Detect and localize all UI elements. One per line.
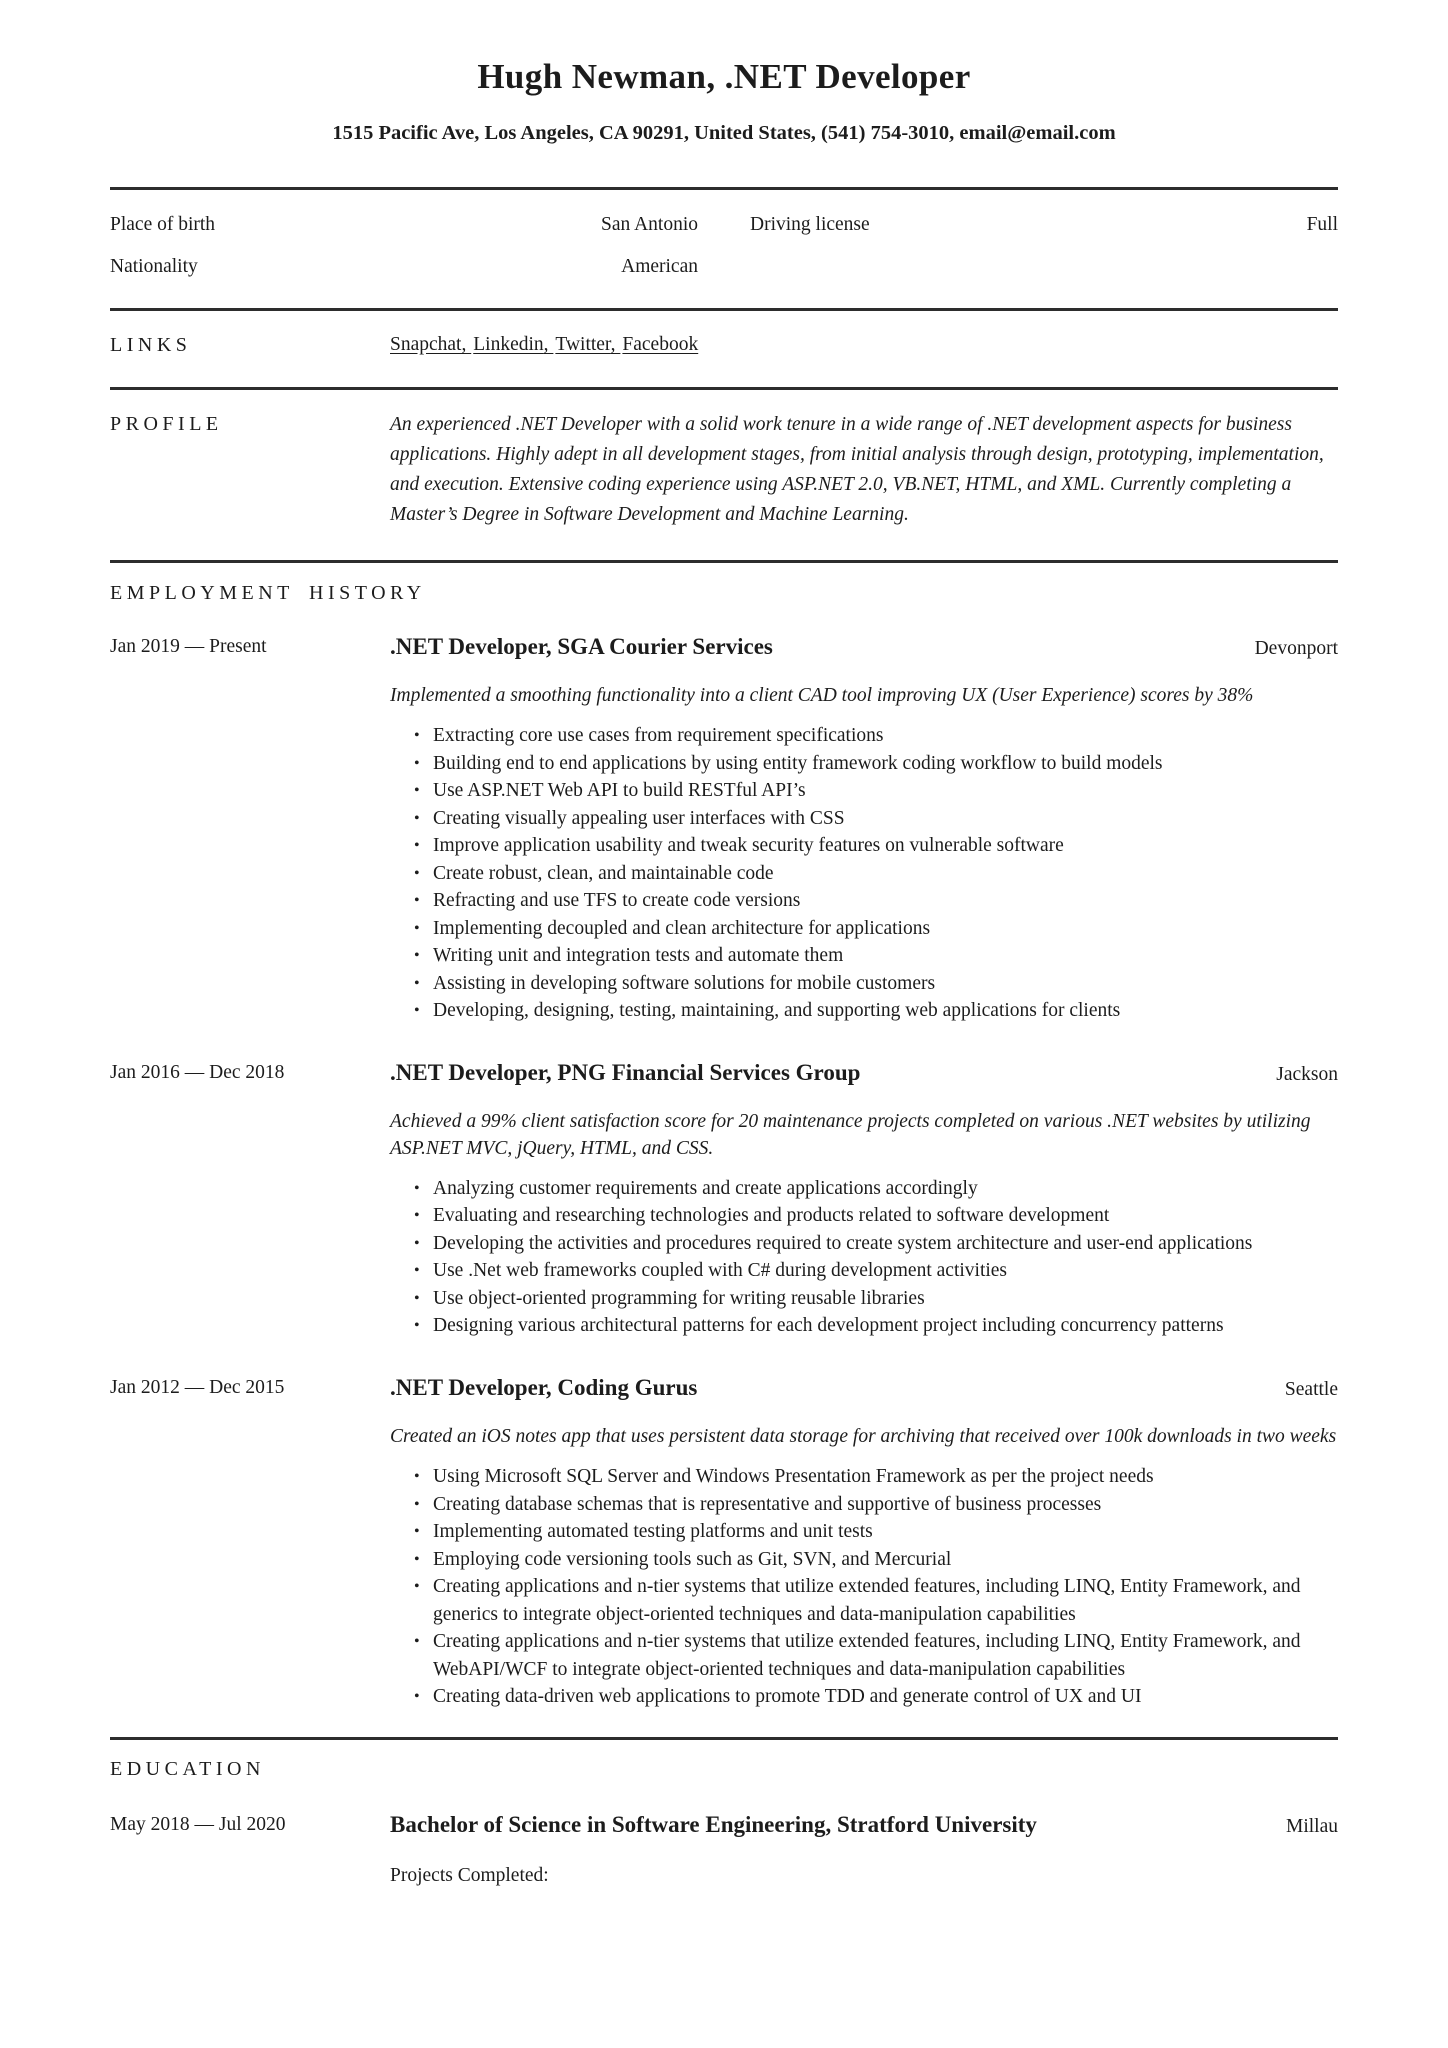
job-header [110,1374,1338,1403]
bullet-item: • Employing code versioning tools such as Git, SVN, and Mercurial [390,1546,1338,1574]
bullet-item: • Developing the activities and procedures required to create system architecture and user-end applications [390,1230,1338,1258]
driving-license-label: Driving license [750,214,870,236]
job-content [390,1403,1338,1711]
job-summary: Achieved a 99% client satisfaction score for 20 maintenance projects completed on various .NET websites by utilizing ASP.NET MVC, jQuery, HTML, and CSS. [390,1110,1311,1159]
job-body [110,1403,1338,1711]
education-title-row [390,1811,1338,1840]
job-dates: Jan 2012 — Dec 2015 [110,1376,285,1398]
bullet-item: • Creating visually appealing user interfaces with CSS [390,805,1338,833]
job-location: Jackson [1276,1063,1338,1085]
job-content [390,662,1338,1025]
personal-details-section [110,190,1338,308]
place-of-birth-value: San Antonio [601,214,698,236]
bullet-item: • Improve application usability and tweak security features on vulnerable software [390,832,1338,860]
job-title-row [390,1374,1338,1403]
job-title: .NET Developer, SGA Courier Services [390,633,773,659]
profile-section-label: PROFILE [110,412,223,435]
bullet-item: • Refracting and use TFS to create code versions [390,887,1338,915]
job-summary: Implemented a smoothing functionality into a client CAD tool improving UX (User Experience) scores by 38% [390,685,1254,707]
page-title: Hugh Newman, .NET Developer [477,57,971,96]
education-body [110,1840,1338,1889]
job-title: .NET Developer, Coding Gurus [390,1374,698,1400]
bullet-item: • Creating data-driven web applications to promote TDD and generate control of UX and UI [390,1683,1338,1711]
job-dates: Jan 2019 — Present [110,635,267,657]
job-entry [110,1374,1338,1711]
job-dates: Jan 2016 — Dec 2018 [110,1061,285,1083]
bullet-item: • Use ASP.NET Web API to build RESTful API’s [390,777,1338,805]
job-body [110,1088,1338,1340]
job-location: Devonport [1254,637,1338,659]
bullet-item: • Creating applications and n-tier systems that utilize extended features, including LINQ, Entity Framework, and WebAPI/WCF to integrate object-oriented techniques and data-manipulation capabilities [390,1628,1338,1683]
details-row [110,211,1338,238]
driving-license-value: Full [1306,214,1338,236]
spacer [110,662,390,1025]
job-entry [110,1059,1338,1340]
bullet-item: • Creating database schemas that is representative and supportive of business processes [390,1491,1338,1519]
job-title: .NET Developer, PNG Financial Services Group [390,1059,861,1085]
bullet-item: • Use object-oriented programming for writing reusable libraries [390,1285,1338,1313]
bullet-item: • Analyzing customer requirements and create applications accordingly [390,1175,1338,1203]
bullet-item: • Implementing automated testing platforms and unit tests [390,1518,1338,1546]
job-content [390,1088,1338,1340]
job-location: Seattle [1284,1378,1338,1400]
spacer [110,1403,390,1711]
links-list [390,331,1338,359]
spacer [110,1840,390,1889]
link-facebook[interactable]: Facebook [622,333,699,355]
links-section [110,311,1338,387]
employment-section-label: EMPLOYMENT HISTORY [110,581,426,604]
education-header [110,1811,1338,1840]
job-header [110,1059,1338,1088]
education-entry [110,1811,1338,1890]
bullet-item: • Using Microsoft SQL Server and Windows Presentation Framework as per the project needs [390,1463,1338,1491]
job-body [110,662,1338,1025]
profile-text: An experienced .NET Developer with a solid work tenure in a wide range of .NET development aspects for business applications. Highly adept in all development stages, from initial analysis through design, prototyping, implementation, and execution. Extensive coding experience using ASP.NET 2.0, VB.NET, HTML, and XML. Currently completing a Master’s Degree in Software Development and Machine Learning. [390,413,1324,525]
details-row [110,253,1338,280]
employment-history-section [110,563,1338,1737]
bullet-item: • Designing various architectural patterns for each development project including concurrency patterns [390,1312,1338,1340]
bullet-item: • Evaluating and researching technologies and products related to software development [390,1202,1338,1230]
profile-section [110,390,1338,560]
job-bullet-list [390,1175,1338,1340]
job-bullet-list [390,1463,1338,1711]
links-section-label: LINKS [110,333,192,356]
job-title-row [390,633,1338,662]
contact-line: 1515 Pacific Ave, Los Angeles, CA 90291, United States, (541) 754-3010, email@email.com [332,121,1116,144]
link-twitter[interactable]: Twitter , [555,334,620,355]
bullet-item: • Use .Net web frameworks coupled with C# during development activities [390,1257,1338,1285]
job-entry [110,633,1338,1025]
bullet-item: • Developing, designing, testing, maintaining, and supporting web applications for clients [390,997,1338,1025]
nationality-value: American [621,256,698,278]
bullet-item: • Assisting in developing software solutions for mobile customers [390,970,1338,998]
education-dates: May 2018 — Jul 2020 [110,1813,286,1835]
education-location: Millau [1286,1815,1338,1837]
bullet-item: • Creating applications and n-tier systems that utilize extended features, including LINQ, Entity Framework, and generics to integrate object-oriented techniques and data-manipulation capabilities [390,1573,1338,1628]
education-title: Bachelor of Science in Software Engineering, Stratford University [390,1811,1037,1837]
job-title-row [390,1059,1338,1088]
bullet-item: • Create robust, clean, and maintainable code [390,860,1338,888]
nationality-label: Nationality [110,256,198,278]
job-summary: Created an iOS notes app that uses persistent data storage for archiving that received over 100k downloads in two weeks [390,1426,1337,1448]
education-section-label: EDUCATION [110,1757,265,1780]
bullet-item: • Implementing decoupled and clean architecture for applications [390,915,1338,943]
spacer [110,1088,390,1340]
job-header [110,633,1338,662]
bullet-item: • Extracting core use cases from requirement specifications [390,722,1338,750]
place-of-birth-label: Place of birth [110,214,216,236]
education-section [110,1740,1338,1890]
job-bullet-list [390,722,1338,1025]
education-detail: Projects Completed: [390,1864,549,1886]
bullet-item: • Writing unit and integration tests and automate them [390,942,1338,970]
link-snapchat[interactable]: Snapchat , [390,334,471,355]
bullet-item: • Building end to end applications by using entity framework coding workflow to build models [390,750,1338,778]
link-linkedin[interactable]: Linkedin , [473,334,553,355]
